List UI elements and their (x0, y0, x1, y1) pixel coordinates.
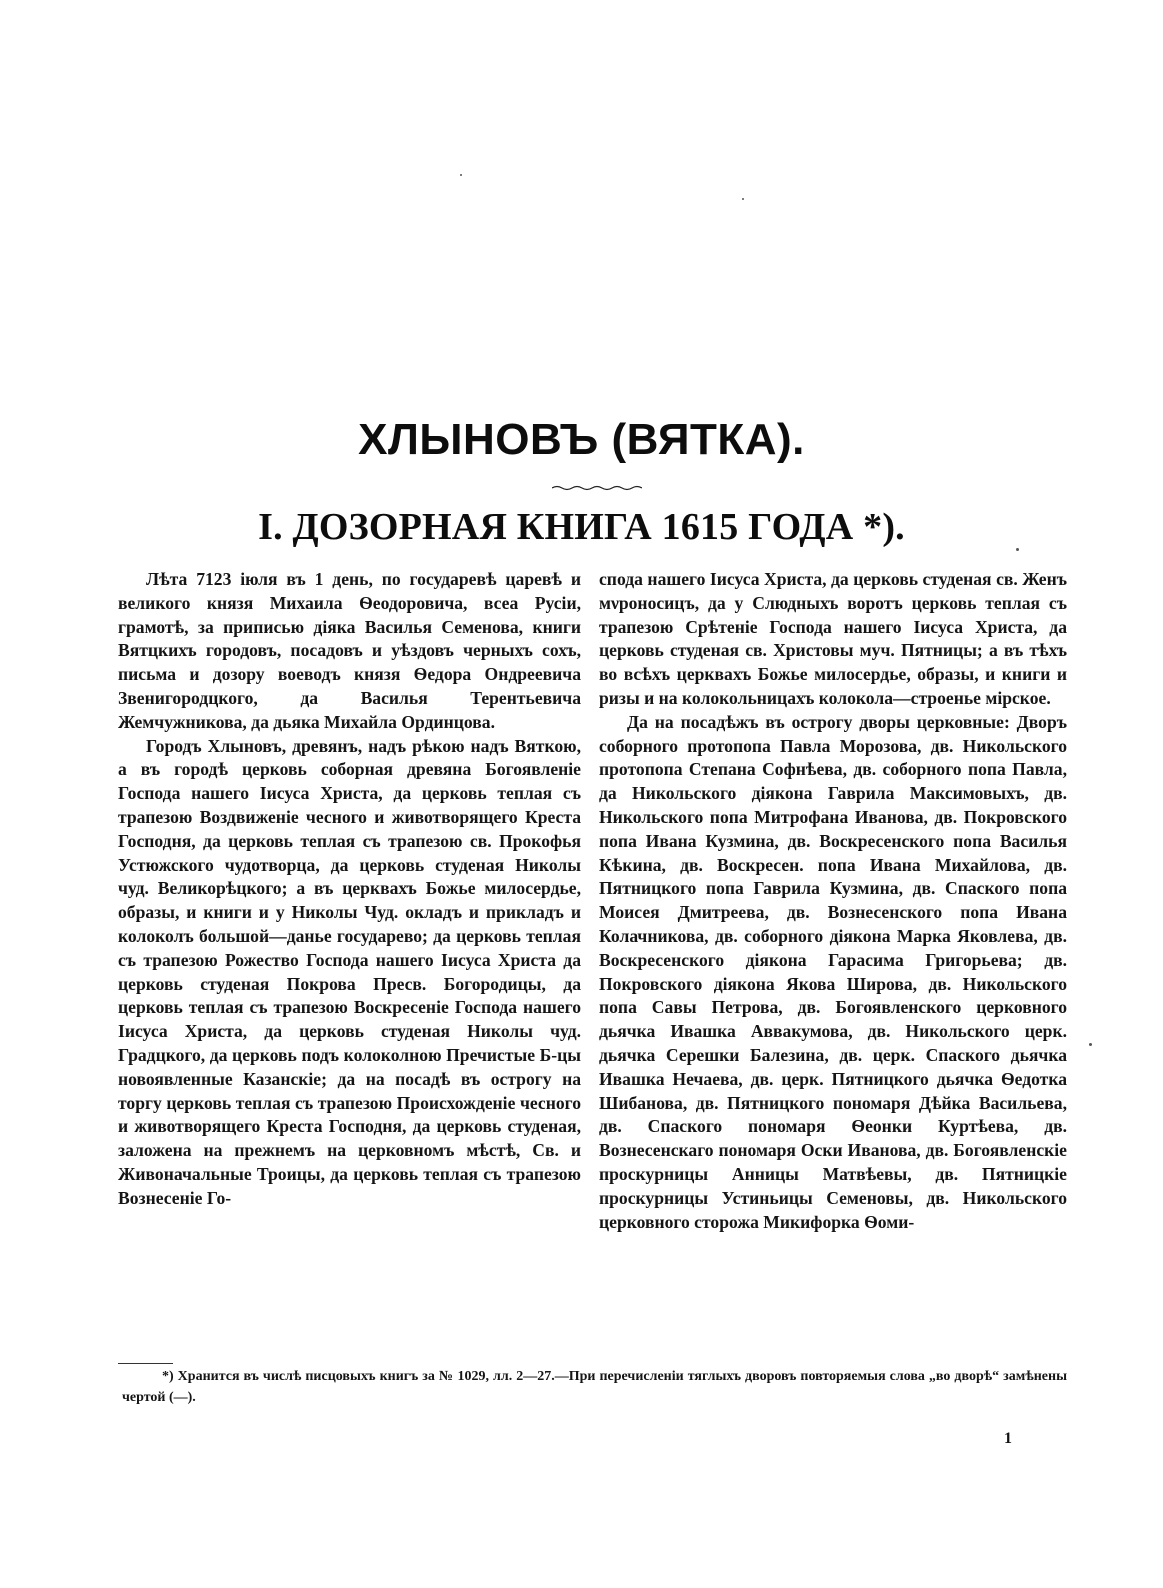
paragraph-town-description: Городъ Хлыновъ, древянъ, надъ рѣкою надъ Вяткою, а въ городѣ церковь соборная древяна Богоявленiе Господа нашего Iисуса Христа, да церковь теплая съ трапезою Воздвиженiе чесного и животворящего Креста Господня, да церковь теплая съ трапезою св. Прокофья Устюжского чудотворца, да церковь студеная Николы чуд. Великорѣцкого; а въ церквахъ Божье милосердье, образы, и книги и у Николы Чуд. окладъ и прикладъ и колоколъ большой—данье государево; да церковь теплая съ трапезою Рожество Господа нашего Iисуса Христа да церковь студеная Покрова Пресв. Богородицы, да церковь теплая съ трапезою Воскресенiе Господа нашего Iисуса Христа, да церковь студеная Николы чуд. Градцкого, да церковь подъ колоколною Пречистые Б-цы новоявленные Казанскiе; да на посадѣ въ острогу на торгу церковь теплая съ трапезою Происхожденiе чесного и животворящего Креста Господня, да церковь студеная, заложена на прежнемъ на церковномъ мѣстѣ, Св. и Живоначальные Троицы, да церковь теплая съ трапезою Вознесенiе Го- (118, 735, 581, 1208)
paragraph-preamble: Лѣта 7123 iюля въ 1 день, по государевѣ царевѣ и великого князя Михаила Ѳеодоровича, всеа Русiи, грамотѣ, за приписью дiяка Василья Семенова, книги Вятцкихъ городовъ, посадовъ и уѣздовъ черныхъ сохъ, письма и дозору воеводъ князя Ѳедора Ондреевича Звенигородцкого, да Василья Терентьевича Жемчужникова, да дьяка Михайла Ординцова. (118, 569, 581, 732)
footnote-separator (118, 1363, 173, 1364)
print-speck (1016, 548, 1019, 551)
right-column (599, 568, 1067, 1234)
paragraph-church-households: Да на посадѣжъ въ острогу дворы церковные: Дворъ соборного протопопа Павла Морозова, дв. Никольского протопопа Степана Софнѣева, дв. соборного попа Павла, да Никольского дiякона Гаврила Максимовыхъ, дв. Никольского попа Митрофана Иванова, дв. Покровского попа Ивана Кузмина, дв. Воскресенского попа Василья Кѣкина, дв. Воскресен. попа Ивана Михайлова, дв. Пятницкого попа Гаврила Кузмина, дв. Спаского попа Моисея Дмитреева, дв. Вознесенского попа Ивана Колачникова, дв. соборного дiякона Марка Яковлева, дв. Воскресенского дiякона Гарасима Григорьева; дв. Покровского дiякона Якова Широва, дв. Никольского попа Савы Петрова, дв. Богоявленского церковного дьячка Ивашка Аввакумова, дв. Никольского церк. дьячка Серешки Балезина, дв. церк. Спаского дьячка Ивашка Нечаева, дв. церк. Пятницкого дьячка Ѳедотка Шибанова, дв. Пятницкого пономаря Дѣйка Васильева, дв. Спаского пономаря Ѳеонки Куртѣева, дв. Вознесенскаго пономаря Оски Иванова, дв. Богоявленскiе проскурницы Анницы Матвѣевы, дв. Пятницкiе проскурницы Устиньицы Семеновы, дв. Никольского церковного сторожа Микифорка Ѳоми- (599, 711, 1067, 1232)
print-speck (460, 174, 462, 176)
footnote: *) Хранится въ числѣ писцовыхъ книгъ за № 1029, лл. 2—27.—При перечисленiи тяглыхъ дворовъ повторяемыя слова „во дворѣ“ замѣнены чертой (—). (122, 1369, 1067, 1405)
title-ornament (552, 484, 642, 492)
page-title: ХЛЫНОВЪ (ВЯТКА). (358, 415, 805, 464)
paragraph-churches-continued: спода нашего Iисуса Христа, да церковь студеная св. Женъ мνроносицъ, да у Слюдныхъ воротъ церковь теплая съ трапезою Срѣтенiе Господа нашего Iисуса Христа, да церковь студеная св. Христовы муч. Пятницы; а въ тѣхъ во всѣхъ церквахъ Божье милосердье, образы, и книги и ризы и на колокольницахъ колокола—строенье мiрское. (599, 569, 1067, 708)
print-speck (742, 198, 744, 200)
print-speck (1089, 1043, 1092, 1046)
section-title: I. ДОЗОРНАЯ КНИГА 1615 ГОДА *). (258, 506, 905, 548)
page-number: 1 (1004, 1430, 1012, 1447)
left-column (118, 568, 581, 1211)
